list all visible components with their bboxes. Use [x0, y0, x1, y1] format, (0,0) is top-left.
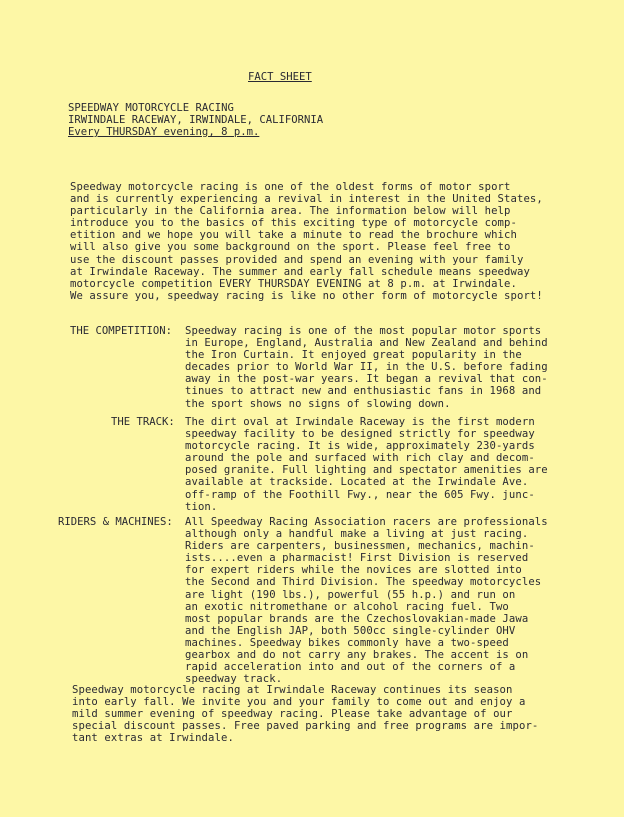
- section-line: speedway facility to be designed strictly for speedway: [185, 428, 535, 441]
- page-title: FACT SHEET: [248, 71, 312, 83]
- section-line: for expert riders while the novices are slotted into: [185, 564, 522, 577]
- section-label-track: THE TRACK:: [111, 416, 175, 428]
- intro-line: use the discount passes provided and spend an evening with your family: [70, 253, 524, 266]
- intro-line: We assure you, speedway racing is like no other form of motorcycle sport!: [70, 289, 543, 302]
- intro-line: introduce you to the basics of this exciting type of motorcycle comp-: [70, 217, 517, 230]
- closing-line: into early fall. We invite you and your family to come out and enjoy a: [72, 696, 526, 709]
- section-line: Speedway racing is one of the most popular motor sports: [185, 325, 542, 337]
- section-line: the Second and Third Division. The speedway motorcycles: [185, 576, 542, 589]
- closing-line: special discount passes. Free paved parking and free programs are impor-: [72, 720, 539, 733]
- section-line: available at trackside. Located at the Irwindale Ave.: [185, 476, 529, 489]
- section-line: off-ramp of the Foothill Fwy., near the 605 Fwy. junc-: [185, 488, 535, 501]
- intro-line: and is currently experiencing a revival in interest in the United States,: [70, 193, 543, 206]
- intro-line: etition and we hope you will take a minute to read the brochure which: [70, 229, 517, 242]
- section-line: tinues to attract new and enthusiastic fans in 1968 and: [185, 385, 542, 398]
- header-schedule: Every THURSDAY evening, 8 p.m.: [68, 126, 260, 138]
- section-line: the Iron Curtain. It enjoyed great popularity in the: [185, 349, 522, 362]
- intro-paragraph: [70, 181, 543, 302]
- section-line: The dirt oval at Irwindale Raceway is the first modern: [185, 416, 535, 428]
- section-line: speedway track.: [185, 673, 283, 686]
- section-line: the sport shows no signs of slowing down.: [185, 397, 451, 410]
- closing-line: Speedway motorcycle racing at Irwindale Raceway continues its season: [72, 684, 513, 696]
- section-line: although only a handful make a living at just racing.: [185, 528, 529, 541]
- section-line: are light (190 lbs.), powerful (55 h.p.) and run on: [185, 588, 516, 601]
- section-line: an exotic nitromethane or alcohol racing fuel. Two: [185, 600, 509, 613]
- section-line: away in the post-war years. It began a revival that con-: [185, 373, 548, 386]
- closing-line: tant extras at Irwindale.: [72, 732, 234, 745]
- section-line: motorcycle racing. It is wide, approximately 230-yards: [185, 440, 535, 453]
- section-line: tion.: [185, 500, 218, 513]
- section-line: decades prior to World War II, in the U.S. before fading: [185, 361, 548, 374]
- intro-line: motorcycle competition EVERY THURSDAY EVENING at 8 p.m. at Irwindale.: [70, 277, 517, 290]
- section-body-track: [185, 416, 548, 513]
- intro-line: will also give you some background on the sport. Please feel free to: [70, 241, 511, 254]
- section-line: around the pole and surfaced with rich clay and decom-: [185, 452, 535, 465]
- header-event-name: SPEEDWAY MOTORCYCLE RACING: [68, 102, 234, 114]
- closing-line: mild summer evening of speedway racing. Please take advantage of our: [72, 708, 513, 721]
- section-line: and the English JAP, both 500cc single-cylinder OHV: [185, 624, 516, 637]
- section-line: most popular brands are the Czechoslovakian-made Jawa: [185, 612, 529, 625]
- section-line: in Europe, England, Australia and New Zealand and behind: [185, 337, 548, 350]
- section-label-riders: RIDERS & MACHINES:: [58, 516, 173, 528]
- section-line: All Speedway Racing Association racers are professionals: [185, 516, 548, 528]
- intro-line: at Irwindale Raceway. The summer and early fall schedule means speedway: [70, 265, 530, 278]
- header-venue: IRWINDALE RACEWAY, IRWINDALE, CALIFORNIA: [68, 114, 324, 126]
- section-line: posed granite. Full lighting and spectator amenities are: [185, 464, 548, 477]
- intro-line: particularly in the California area. The information below will help: [70, 205, 511, 218]
- section-line: ists....even a pharmacist! First Division is reserved: [185, 552, 529, 565]
- section-line: machines. Speedway bikes commonly have a two-speed: [185, 636, 509, 649]
- intro-line: Speedway motorcycle racing is one of the oldest forms of motor sport: [70, 181, 511, 193]
- section-body-riders: [185, 516, 548, 685]
- section-line: gearbox and do not carry any brakes. The accent is on: [185, 649, 529, 662]
- section-line: Riders are carpenters, businessmen, mechanics, machin-: [185, 540, 535, 553]
- section-label-competition: THE COMPETITION:: [70, 325, 173, 337]
- section-body-competition: [185, 325, 548, 410]
- section-line: rapid acceleration into and out of the corners of a: [185, 661, 516, 674]
- closing-paragraph: [72, 684, 538, 744]
